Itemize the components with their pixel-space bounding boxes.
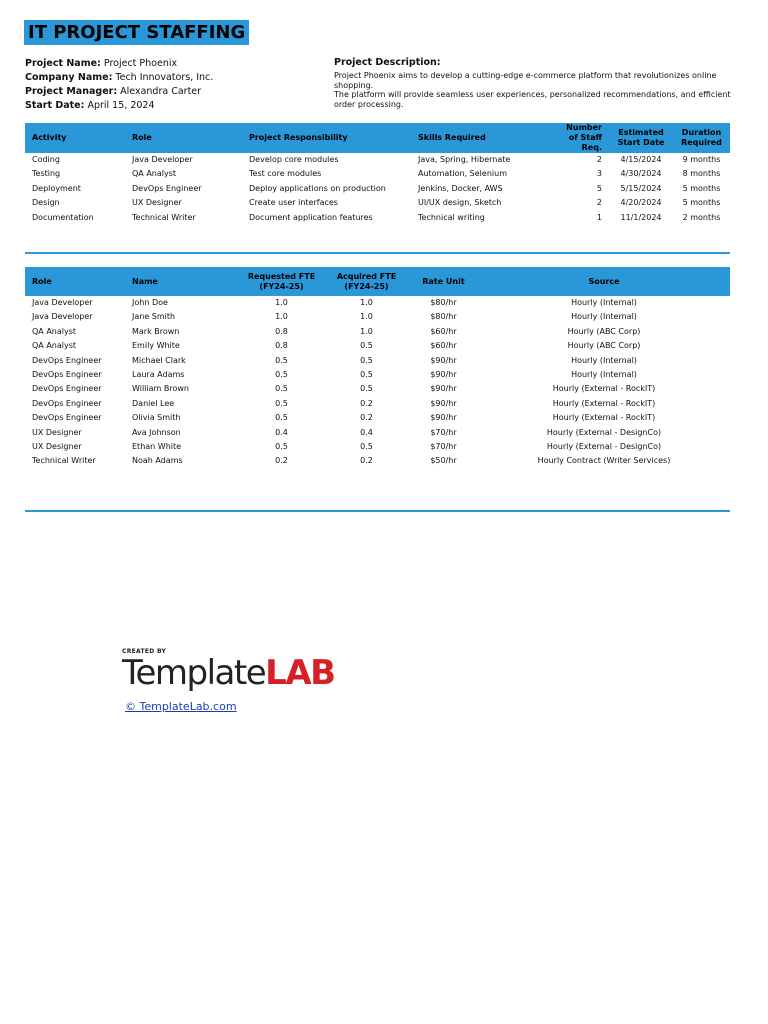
staff-cell-name: Ava Johnson bbox=[132, 427, 181, 437]
logo-wordmark bbox=[122, 655, 335, 691]
staff-cell-name: Jane Smith bbox=[132, 312, 176, 322]
activity-row bbox=[25, 211, 730, 225]
start-date-label: Start Date: bbox=[25, 100, 85, 111]
staff-cell-acquired-fte: 0.5 bbox=[360, 370, 373, 380]
activity-row bbox=[25, 167, 730, 181]
start-date-row bbox=[25, 99, 213, 113]
header-project-responsibility: Project Responsibility bbox=[242, 123, 411, 153]
staff-cell-requested-fte: 0.5 bbox=[275, 398, 288, 408]
activity-cell-skills: Java, Spring, Hibernate bbox=[418, 155, 511, 164]
staff-cell-name: Mark Brown bbox=[132, 326, 180, 336]
staff-cell-rate: $90/hr bbox=[430, 370, 457, 380]
activity-cell-skills: Technical writing bbox=[418, 212, 485, 222]
staff-cell-role: UX Designer bbox=[32, 442, 82, 452]
project-manager-label: Project Manager: bbox=[25, 86, 118, 97]
activity-cell-duration: 8 months bbox=[682, 169, 721, 179]
staff-cell-source: Hourly (Internal) bbox=[571, 355, 637, 365]
staff-cell-rate: $50/hr bbox=[430, 456, 457, 466]
project-name-row bbox=[25, 57, 213, 71]
activity-cell-staff-count: 5 bbox=[596, 183, 602, 193]
staff-cell-source: Hourly Contract (Writer Services) bbox=[537, 456, 671, 466]
staff-cell-role: DevOps Engineer bbox=[32, 413, 102, 423]
staff-cell-role: DevOps Engineer bbox=[32, 398, 102, 408]
staff-cell-acquired-fte: 1.0 bbox=[360, 326, 373, 336]
activity-cell-start-date: 4/15/2024 bbox=[620, 155, 662, 164]
staff-cell-acquired-fte: 0.2 bbox=[360, 456, 373, 466]
activity-cell-activity: Documentation bbox=[32, 212, 94, 222]
activity-cell-start-date: 5/15/2024 bbox=[620, 183, 662, 193]
header-role: Role bbox=[125, 123, 242, 153]
staff-row bbox=[25, 296, 730, 310]
staff-cell-requested-fte: 0.5 bbox=[275, 384, 288, 394]
staff-cell-role: DevOps Engineer bbox=[32, 355, 102, 365]
header-rate-unit: Rate Unit bbox=[409, 267, 478, 296]
staff-row bbox=[25, 368, 730, 382]
header-duration-required: Duration Required bbox=[673, 123, 730, 153]
staff-cell-acquired-fte: 0.5 bbox=[360, 384, 373, 394]
activity-cell-skills: Automation, Selenium bbox=[418, 169, 507, 179]
staff-cell-source: Hourly (Internal) bbox=[571, 312, 637, 322]
staff-row bbox=[25, 354, 730, 368]
staff-cell-name: John Doe bbox=[132, 298, 168, 307]
staff-header-row bbox=[25, 267, 730, 296]
staff-cell-role: Java Developer bbox=[32, 312, 93, 322]
templatelab-link[interactable]: © TemplateLab.com bbox=[125, 700, 237, 713]
page-title: IT PROJECT STAFFING bbox=[24, 20, 249, 45]
staff-cell-role: QA Analyst bbox=[32, 341, 77, 351]
activity-row bbox=[25, 153, 730, 167]
activity-cell-responsibility: Test core modules bbox=[249, 169, 322, 179]
activity-cell-activity: Coding bbox=[32, 155, 60, 164]
project-name-label: Project Name: bbox=[25, 58, 101, 69]
staff-cell-source: Hourly (External - RockIT) bbox=[552, 384, 656, 394]
templatelab-logo bbox=[122, 648, 335, 691]
activity-cell-role: QA Analyst bbox=[132, 169, 177, 179]
project-manager-row bbox=[25, 85, 213, 99]
activity-cell-activity: Design bbox=[32, 198, 60, 208]
staff-cell-requested-fte: 0.5 bbox=[275, 442, 288, 452]
staff-cell-source: Hourly (Internal) bbox=[571, 298, 637, 307]
activity-cell-duration: 9 months bbox=[682, 155, 721, 164]
start-date-value: April 15, 2024 bbox=[87, 100, 155, 111]
activity-row bbox=[25, 182, 730, 196]
activity-cell-start-date: 4/20/2024 bbox=[620, 198, 662, 208]
staff-cell-name: Olivia Smith bbox=[132, 413, 181, 423]
staff-cell-requested-fte: 0.8 bbox=[275, 326, 288, 336]
staff-cell-name: Laura Adams bbox=[132, 370, 185, 380]
staff-cell-requested-fte: 0.2 bbox=[275, 456, 288, 466]
staff-cell-requested-fte: 1.0 bbox=[275, 312, 288, 322]
activity-cell-role: DevOps Engineer bbox=[132, 183, 202, 193]
staff-row bbox=[25, 411, 730, 425]
header-number-of-staff: Number of Staff Req. bbox=[549, 123, 609, 153]
staff-cell-source: Hourly (External - RockIT) bbox=[552, 413, 656, 423]
project-description-label: Project Description: bbox=[334, 57, 441, 68]
staff-cell-name: Noah Adams bbox=[132, 456, 183, 466]
staff-table bbox=[25, 267, 730, 469]
staff-cell-acquired-fte: 0.4 bbox=[360, 427, 373, 437]
company-name-label: Company Name: bbox=[25, 72, 113, 83]
staff-cell-requested-fte: 0.5 bbox=[275, 370, 288, 380]
staff-row bbox=[25, 339, 730, 353]
staff-cell-name: Michael Clark bbox=[132, 355, 186, 365]
staff-row bbox=[25, 426, 730, 440]
staff-cell-rate: $70/hr bbox=[430, 427, 457, 437]
staff-cell-source: Hourly (ABC Corp) bbox=[567, 341, 641, 351]
header-estimated-start-date: Estimated Start Date bbox=[609, 123, 673, 153]
staff-cell-role: DevOps Engineer bbox=[32, 370, 102, 380]
project-description-line-2: The platform will provide seamless user experiences, personalized recommendations, and efficient order processing. bbox=[334, 90, 731, 109]
activity-cell-skills: Jenkins, Docker, AWS bbox=[418, 183, 503, 193]
staff-cell-source: Hourly (External - DesignCo) bbox=[546, 442, 662, 452]
header-acquired-fte: Acquired FTE (FY24-25) bbox=[324, 267, 409, 296]
activity-cell-activity: Testing bbox=[32, 169, 61, 179]
staff-cell-rate: $60/hr bbox=[430, 326, 457, 336]
staff-cell-requested-fte: 0.4 bbox=[275, 427, 288, 437]
staff-cell-rate: $80/hr bbox=[430, 298, 457, 307]
staff-cell-source: Hourly (Internal) bbox=[571, 370, 637, 380]
activity-cell-responsibility: Develop core modules bbox=[249, 155, 339, 164]
staff-cell-requested-fte: 0.5 bbox=[275, 355, 288, 365]
staff-cell-name: Daniel Lee bbox=[132, 398, 175, 408]
activity-cell-staff-count: 2 bbox=[596, 155, 602, 164]
activity-cell-staff-count: 2 bbox=[596, 198, 602, 208]
activity-cell-activity: Deployment bbox=[32, 183, 81, 193]
project-info bbox=[25, 57, 213, 113]
activity-cell-responsibility: Deploy applications on production bbox=[249, 183, 386, 193]
activities-table bbox=[25, 123, 730, 225]
header-activity: Activity bbox=[25, 123, 125, 153]
staff-cell-rate: $70/hr bbox=[430, 442, 457, 452]
company-name-row bbox=[25, 71, 213, 85]
activity-row bbox=[25, 196, 730, 210]
staff-cell-acquired-fte: 0.5 bbox=[360, 442, 373, 452]
staff-cell-source: Hourly (ABC Corp) bbox=[567, 326, 641, 336]
staff-row bbox=[25, 397, 730, 411]
staff-cell-acquired-fte: 1.0 bbox=[360, 312, 373, 322]
project-description-line-1: Project Phoenix aims to develop a cutting-edge e-commerce platform that revolutionizes online shopping. bbox=[334, 71, 717, 90]
activities-header-row bbox=[25, 123, 730, 153]
header-source: Source bbox=[478, 267, 730, 296]
staff-cell-role: DevOps Engineer bbox=[32, 384, 102, 394]
header-name: Name bbox=[125, 267, 239, 296]
activity-cell-role: Java Developer bbox=[132, 155, 193, 164]
staff-cell-name: Ethan White bbox=[132, 442, 182, 452]
staff-cell-role: UX Designer bbox=[32, 427, 82, 437]
project-description bbox=[334, 57, 734, 109]
staff-cell-name: Emily White bbox=[132, 341, 180, 351]
staff-row bbox=[25, 325, 730, 339]
staff-cell-role: Java Developer bbox=[32, 298, 93, 307]
section-divider bbox=[25, 252, 730, 254]
staff-cell-acquired-fte: 1.0 bbox=[360, 298, 373, 307]
logo-template-text: Template bbox=[122, 653, 266, 693]
staff-cell-name: William Brown bbox=[132, 384, 189, 394]
activity-cell-duration: 5 months bbox=[682, 198, 721, 208]
header-skills-required: Skills Required bbox=[411, 123, 549, 153]
logo-created-by: CREATED BY bbox=[122, 648, 167, 655]
activity-cell-duration: 2 months bbox=[682, 212, 721, 222]
activity-cell-role: UX Designer bbox=[132, 198, 182, 208]
staff-cell-source: Hourly (External - DesignCo) bbox=[546, 427, 662, 437]
activity-cell-start-date: 4/30/2024 bbox=[620, 169, 662, 179]
staff-cell-acquired-fte: 0.5 bbox=[360, 355, 373, 365]
staff-row bbox=[25, 382, 730, 396]
staff-cell-acquired-fte: 0.2 bbox=[360, 398, 373, 408]
activity-cell-duration: 5 months bbox=[682, 183, 721, 193]
staff-cell-rate: $90/hr bbox=[430, 384, 457, 394]
activity-cell-staff-count: 3 bbox=[596, 169, 602, 179]
activity-cell-responsibility: Document application features bbox=[249, 212, 373, 222]
staff-cell-requested-fte: 0.5 bbox=[275, 413, 288, 423]
activity-cell-start-date: 11/1/2024 bbox=[620, 212, 662, 222]
staff-row bbox=[25, 440, 730, 454]
staff-cell-rate: $60/hr bbox=[430, 341, 457, 351]
header-requested-fte: Requested FTE (FY24-25) bbox=[239, 267, 324, 296]
staff-cell-role: Technical Writer bbox=[32, 456, 96, 466]
staff-cell-source: Hourly (External - RockIT) bbox=[552, 398, 656, 408]
activity-cell-skills: UI/UX design, Sketch bbox=[418, 198, 502, 208]
activity-cell-staff-count: 1 bbox=[596, 212, 602, 222]
staff-cell-rate: $80/hr bbox=[430, 312, 457, 322]
staff-cell-role: QA Analyst bbox=[32, 326, 77, 336]
section-divider-bottom bbox=[25, 510, 730, 512]
staff-cell-acquired-fte: 0.2 bbox=[360, 413, 373, 423]
staff-cell-rate: $90/hr bbox=[430, 355, 457, 365]
company-name-value: Tech Innovators, Inc. bbox=[115, 72, 214, 83]
staff-row bbox=[25, 310, 730, 324]
project-name-value: Project Phoenix bbox=[103, 58, 178, 69]
activity-cell-role: Technical Writer bbox=[132, 212, 196, 222]
staff-cell-requested-fte: 0.8 bbox=[275, 341, 288, 351]
staff-cell-requested-fte: 1.0 bbox=[275, 298, 288, 307]
project-manager-value: Alexandra Carter bbox=[120, 86, 202, 97]
activity-cell-responsibility: Create user interfaces bbox=[249, 198, 338, 208]
staff-cell-rate: $90/hr bbox=[430, 413, 457, 423]
staff-cell-rate: $90/hr bbox=[430, 398, 457, 408]
staff-row bbox=[25, 454, 730, 468]
header-staff-role: Role bbox=[25, 267, 125, 296]
staff-cell-acquired-fte: 0.5 bbox=[360, 341, 373, 351]
logo-lab-text: LAB bbox=[265, 653, 335, 693]
